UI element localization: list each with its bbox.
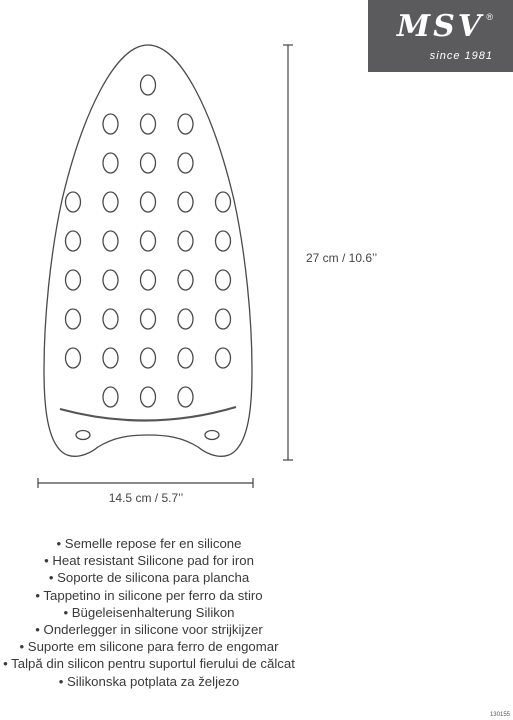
registered-mark: ® — [486, 12, 493, 22]
vent-hole — [178, 387, 193, 407]
heel-ridge — [60, 407, 236, 421]
vent-hole — [103, 153, 118, 173]
brand-tagline: since 1981 — [429, 50, 493, 62]
description-list — [0, 535, 298, 690]
description-line: • Semelle repose fer en silicone — [56, 536, 242, 551]
brand-name: MSV — [396, 9, 485, 44]
vent-hole — [216, 270, 231, 290]
vent-hole — [178, 192, 193, 212]
vent-hole — [141, 231, 156, 251]
vent-hole — [141, 192, 156, 212]
vent-hole — [178, 153, 193, 173]
description-line: • Heat resistant Silicone pad for iron — [44, 553, 254, 569]
vent-hole — [141, 75, 156, 95]
description-line: • Talpă din silicon pentru suportul fierului de călcat — [3, 656, 295, 672]
vent-hole — [103, 114, 118, 134]
vent-hole — [141, 348, 156, 368]
vent-hole — [141, 309, 156, 329]
heel-left-slot — [76, 431, 90, 440]
width-dimension-label: 14.5 cm / 5.7’’ — [108, 491, 184, 505]
vent-hole — [103, 192, 118, 212]
vent-hole — [216, 192, 231, 212]
vent-hole — [66, 348, 81, 368]
vent-hole — [141, 270, 156, 290]
vent-hole — [178, 309, 193, 329]
vent-hole — [178, 270, 193, 290]
description-line: • Soporte de silicona para plancha — [48, 570, 250, 586]
vent-hole — [216, 231, 231, 251]
vent-hole — [103, 270, 118, 290]
vent-hole — [103, 387, 118, 407]
vent-hole — [66, 192, 81, 212]
vent-hole — [141, 153, 156, 173]
vent-hole — [178, 231, 193, 251]
vent-hole — [66, 270, 81, 290]
vent-hole — [103, 309, 118, 329]
vent-hole — [103, 348, 118, 368]
description-line: • Tappetino in silicone per ferro da stiro — [35, 587, 263, 603]
vent-hole — [216, 309, 231, 329]
description-line: • Silikonska potplata za željezo — [58, 673, 240, 689]
description-line: • Bügeleisenhalterung Silikon — [63, 604, 235, 620]
vent-hole — [216, 348, 231, 368]
height-dimension-label: 27 cm / 10.6’’ — [306, 251, 378, 265]
vent-hole — [66, 231, 81, 251]
vent-hole — [141, 114, 156, 134]
description-line: • Suporte em silicone para ferro de engomar — [19, 639, 279, 655]
vent-hole — [178, 348, 193, 368]
vent-hole — [178, 114, 193, 134]
description-line: • Onderlegger in silicone voor strijkijzer — [35, 622, 263, 638]
vent-hole — [141, 387, 156, 407]
item-code: 130155 — [489, 712, 510, 718]
vent-hole — [66, 309, 81, 329]
vent-hole — [103, 231, 118, 251]
heel-right-slot — [205, 431, 219, 440]
vent-holes — [66, 75, 231, 407]
